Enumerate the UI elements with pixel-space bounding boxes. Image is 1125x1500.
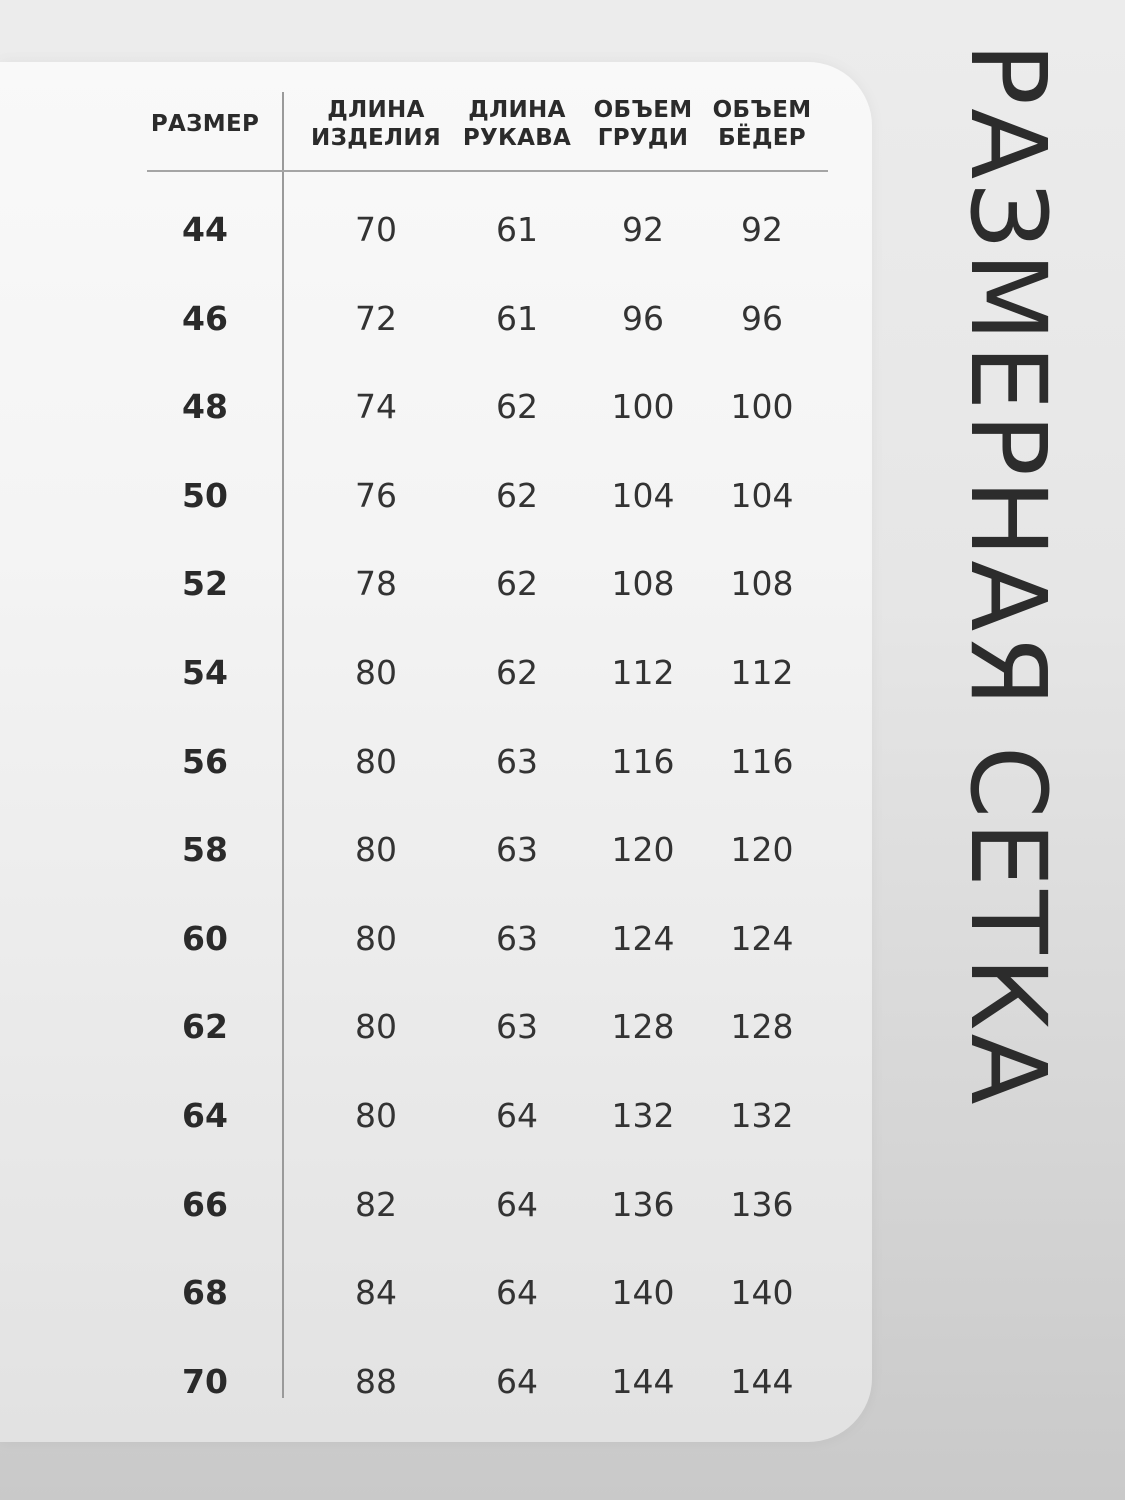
cell-chest: 104 [611, 475, 675, 515]
header-length-line: ДЛИНА [327, 97, 425, 123]
header-sleeve-line: РУКАВА [462, 125, 572, 151]
cell-hips: 144 [730, 1361, 794, 1401]
cell-size: 60 [182, 918, 228, 958]
cell-length: 74 [355, 387, 397, 427]
cell-chest: 132 [611, 1096, 675, 1135]
cell-size: 54 [182, 653, 228, 692]
cell-size: 50 [182, 475, 228, 515]
header-length [311, 93, 441, 155]
cell-size: 48 [182, 387, 228, 427]
table-row [0, 1352, 872, 1412]
cell-hips: 104 [730, 475, 794, 515]
cell-sleeve: 62 [496, 475, 538, 515]
cell-length: 72 [355, 298, 397, 338]
cell-size: 52 [182, 564, 228, 604]
cell-sleeve: 64 [496, 1361, 538, 1401]
cell-hips: 136 [730, 1184, 794, 1224]
header-chest-line: ОБЪЕМ [593, 97, 693, 123]
cell-hips: 132 [730, 1096, 794, 1135]
cell-sleeve: 62 [496, 653, 538, 692]
cell-hips: 128 [730, 1007, 794, 1047]
cell-sleeve: 63 [496, 741, 538, 781]
table-row [0, 1175, 872, 1235]
cell-chest: 140 [611, 1273, 675, 1313]
cell-hips: 120 [730, 830, 794, 870]
header-sleeve-line: ДЛИНА [468, 97, 566, 123]
table-row [0, 820, 872, 880]
cell-chest: 108 [611, 564, 675, 604]
table-row [0, 554, 872, 614]
cell-chest: 120 [611, 830, 675, 870]
cell-length: 80 [355, 1096, 397, 1135]
cell-sleeve: 64 [496, 1096, 538, 1135]
cell-sleeve: 63 [496, 918, 538, 958]
table-row [0, 289, 872, 349]
cell-sleeve: 63 [496, 1007, 538, 1047]
table-row [0, 909, 872, 969]
header-hips-line: БЁДЕР [718, 125, 806, 151]
cell-length: 84 [355, 1273, 397, 1313]
header-sleeve [463, 93, 571, 155]
table-row [0, 1263, 872, 1323]
cell-hips: 124 [730, 918, 794, 958]
cell-sleeve: 63 [496, 830, 538, 870]
header-chest-line: ГРУДИ [597, 125, 689, 151]
header-divider [147, 170, 828, 172]
header-size [151, 93, 259, 155]
cell-length: 80 [355, 741, 397, 781]
cell-size: 66 [182, 1184, 228, 1224]
cell-hips: 112 [730, 653, 794, 692]
cell-length: 70 [355, 210, 397, 249]
cell-size: 58 [182, 830, 228, 870]
cell-sleeve: 62 [496, 387, 538, 427]
cell-size: 70 [182, 1361, 228, 1401]
cell-chest: 124 [611, 918, 675, 958]
cell-chest: 96 [622, 298, 664, 338]
table-row [0, 200, 872, 260]
cell-hips: 140 [730, 1273, 794, 1313]
cell-size: 62 [182, 1007, 228, 1047]
cell-sleeve: 64 [496, 1184, 538, 1224]
cell-length: 82 [355, 1184, 397, 1224]
cell-length: 80 [355, 1007, 397, 1047]
table-row [0, 466, 872, 526]
cell-chest: 128 [611, 1007, 675, 1047]
cell-sleeve: 64 [496, 1273, 538, 1313]
cell-chest: 144 [611, 1361, 675, 1401]
table-row [0, 643, 872, 703]
cell-chest: 116 [611, 741, 675, 781]
cell-hips: 92 [741, 210, 783, 249]
header-length-line: ИЗДЕЛИЯ [311, 125, 441, 151]
header-hips [713, 93, 812, 155]
table-row [0, 732, 872, 792]
cell-hips: 96 [741, 298, 783, 338]
cell-length: 80 [355, 918, 397, 958]
cell-length: 88 [355, 1361, 397, 1401]
cell-chest: 136 [611, 1184, 675, 1224]
table-row [0, 1086, 872, 1146]
header-chest [594, 93, 693, 155]
cell-size: 68 [182, 1273, 228, 1313]
header-size-line: РАЗМЕР [150, 111, 260, 137]
cell-length: 76 [355, 475, 397, 515]
cell-size: 46 [182, 298, 228, 338]
table-row [0, 377, 872, 437]
cell-length: 78 [355, 564, 397, 604]
table-row [0, 997, 872, 1057]
cell-size: 44 [182, 210, 228, 249]
cell-chest: 112 [611, 653, 675, 692]
cell-chest: 100 [611, 387, 675, 427]
cell-size: 56 [182, 741, 228, 781]
cell-hips: 100 [730, 387, 794, 427]
page-title: РАЗМЕРНАЯ СЕТКА [947, 42, 1069, 1108]
cell-sleeve: 62 [496, 564, 538, 604]
cell-sleeve: 61 [496, 210, 538, 249]
cell-hips: 108 [730, 564, 794, 604]
cell-chest: 92 [622, 210, 664, 249]
cell-sleeve: 61 [496, 298, 538, 338]
cell-hips: 116 [730, 741, 794, 781]
cell-length: 80 [355, 653, 397, 692]
cell-size: 64 [182, 1096, 228, 1135]
header-hips-line: ОБЪЕМ [712, 97, 812, 123]
cell-length: 80 [355, 830, 397, 870]
